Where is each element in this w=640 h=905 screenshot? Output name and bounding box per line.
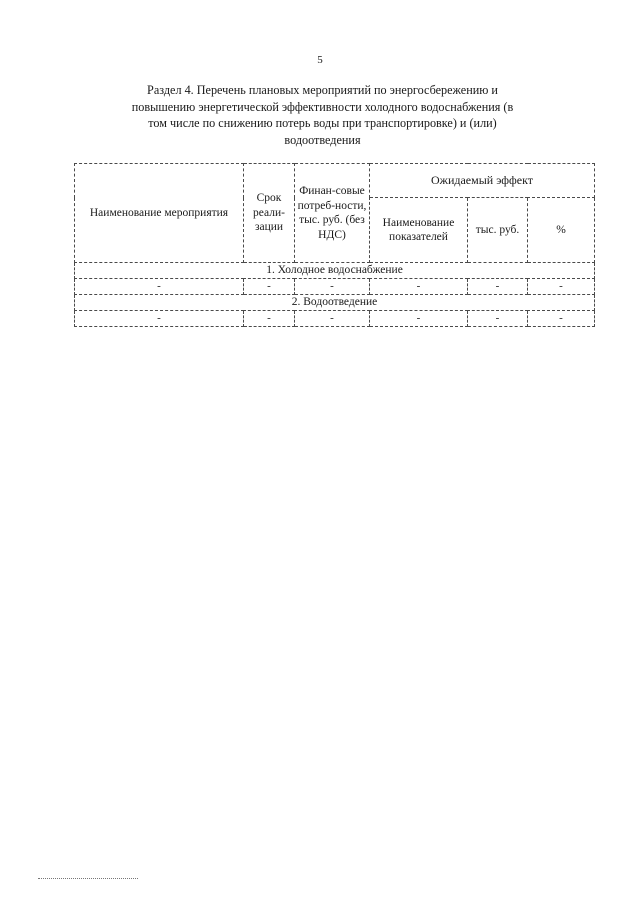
table-cell: - [244, 279, 295, 295]
header-indicator-name [370, 198, 468, 263]
section-row-cold-water [75, 263, 595, 279]
section-cold-water-title: 1. Холодное водоснабжение [75, 263, 595, 279]
section-title-line-3: том числе по снижению потерь воды при транспортировке) и (или) [148, 116, 497, 130]
table-cell: - [468, 311, 528, 327]
table-cell: - [75, 279, 244, 295]
header-thousand-rub-text: тыс. руб. [475, 223, 520, 236]
footer-dotted-mark [38, 878, 138, 879]
table-cell: - [244, 311, 295, 327]
header-measure-name [75, 164, 244, 263]
table-cell: - [528, 311, 595, 327]
header-percent-text: % [556, 223, 566, 236]
table-cell: - [370, 279, 468, 295]
section-title-line-2: повышению энергетической эффективности холодного водоснабжения (в [131, 99, 514, 114]
header-term [244, 164, 295, 263]
header-row-top [75, 164, 595, 198]
table-cell: - [295, 279, 370, 295]
section-title-line-1: Раздел 4. Перечень плановых мероприятий по энергосбережению и [147, 83, 498, 97]
measures-table [74, 163, 595, 327]
header-term-text: Срок реали-зации [253, 192, 285, 234]
table-cell: - [75, 311, 244, 327]
table-row [75, 279, 595, 295]
header-finance-text: Финан-совые потреб-ности, тыс. руб. (без НДС) [297, 185, 367, 241]
section-title [90, 82, 555, 148]
table-cell: - [528, 279, 595, 295]
table-row [75, 311, 595, 327]
header-expected-effect [370, 164, 595, 198]
page-number: 5 [317, 54, 323, 66]
header-finance [295, 164, 370, 263]
header-thousand-rub [468, 198, 528, 263]
section-row-drainage [75, 295, 595, 311]
header-measure-name-text: Наименование мероприятия [89, 206, 229, 219]
table-cell: - [468, 279, 528, 295]
header-percent [528, 198, 595, 263]
header-indicator-name-text: Наименование показателей [382, 216, 455, 243]
section-drainage-title: 2. Водоотведение [75, 295, 595, 311]
header-expected-effect-text: Ожидаемый эффект [430, 172, 534, 187]
table-cell: - [295, 311, 370, 327]
section-title-line-4: водоотведения [284, 132, 361, 147]
table-cell: - [370, 311, 468, 327]
